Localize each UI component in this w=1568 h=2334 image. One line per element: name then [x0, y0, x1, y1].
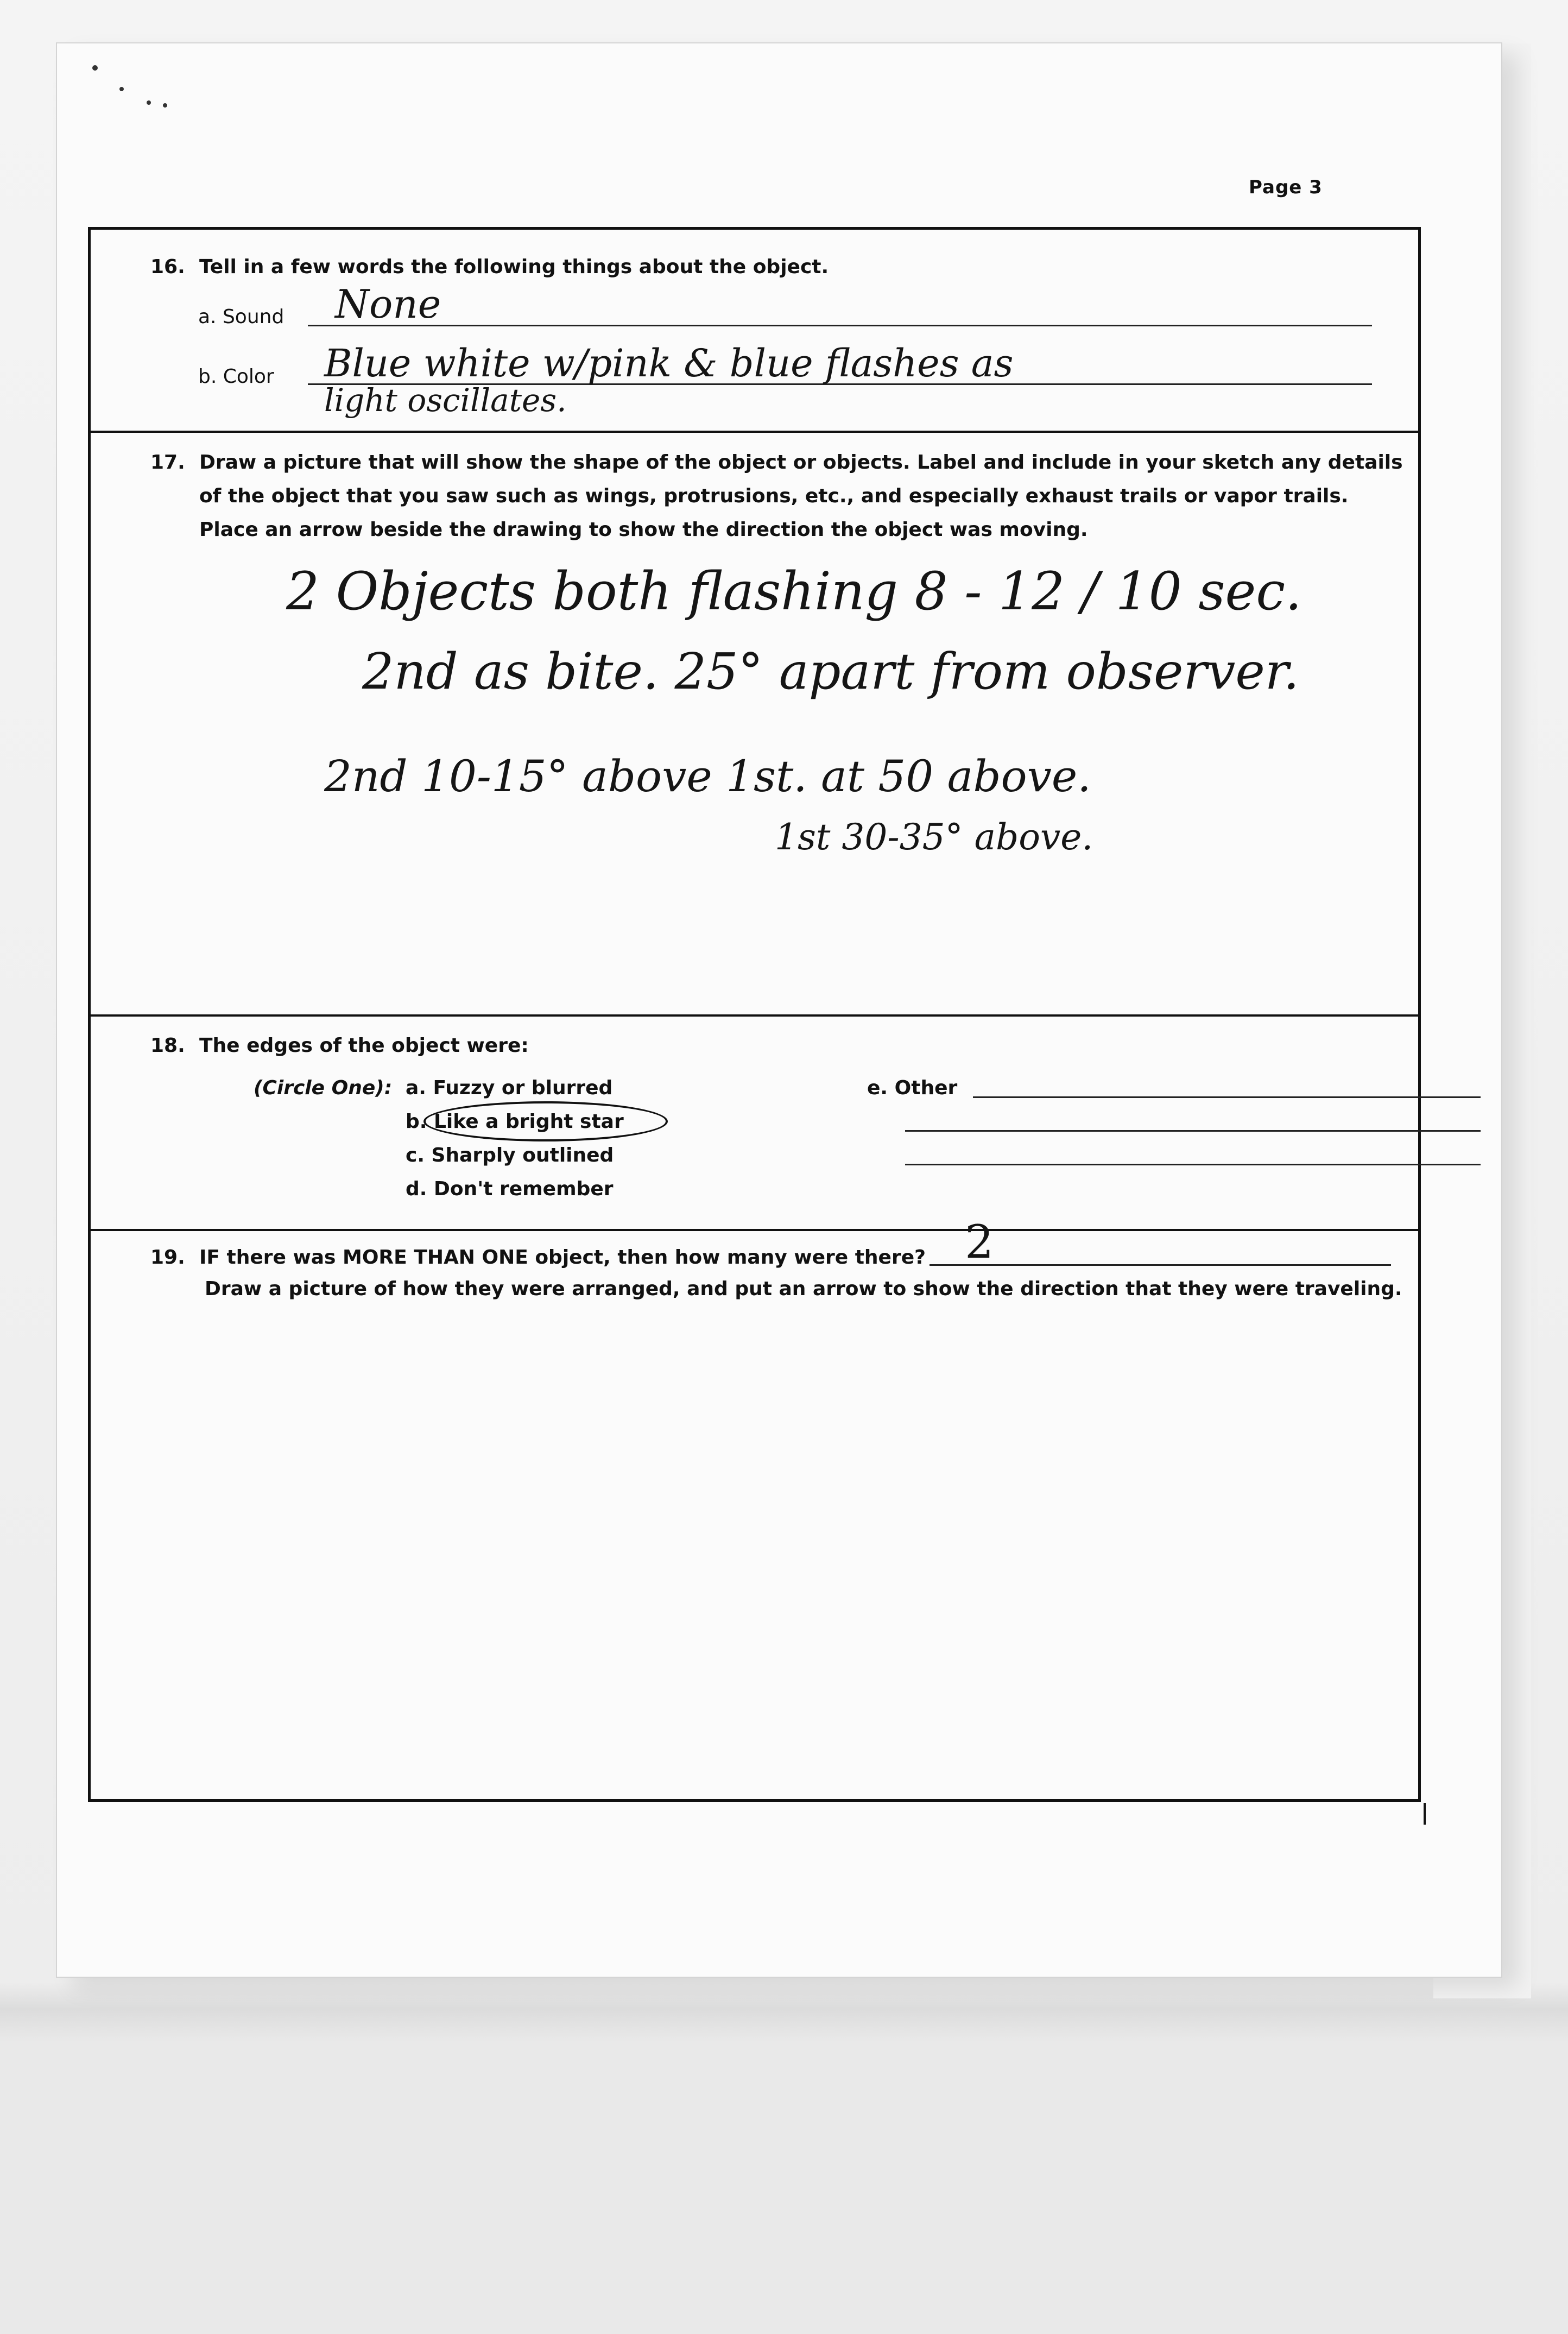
q16-color-label: b. Color — [198, 365, 274, 388]
q18-option-a: a. Fuzzy or blurred — [406, 1077, 613, 1099]
q16-prompt: Tell in a few words the following things about the object. — [199, 256, 829, 278]
section-divider — [91, 1229, 1418, 1231]
q18-option-d: d. Don't remember — [406, 1178, 614, 1200]
q18-option-e: e. Other — [867, 1077, 958, 1099]
q16-number: 16. — [150, 256, 185, 278]
q19-count-answer: 2 — [965, 1215, 994, 1269]
q17-prompt-line1: Draw a picture that will show the shape of the object or objects. Label and include in your sketch any details — [199, 451, 1403, 474]
scan-speck — [92, 65, 98, 71]
q19-prompt: IF there was MORE THAN ONE object, then how many were there? — [199, 1246, 926, 1269]
q19-prompt-line2: Draw a picture of how they were arranged, and put an arrow to show the direction that they were traveling. — [205, 1278, 1402, 1300]
q17-number: 17. — [150, 451, 185, 474]
q17-prompt-line2: of the object that you saw such as wings, protrusions, etc., and especially exhaust trails or vapor trails. — [199, 485, 1349, 507]
q16-color-answer-line1: Blue white w/pink & blue flashes as — [324, 341, 1014, 386]
q17-handwriting-line1: 2 Objects both flashing 8 - 12 / 10 sec. — [286, 561, 1302, 622]
q19-count-line — [930, 1264, 1391, 1266]
q16-sound-answer: None — [335, 281, 441, 327]
section-divider — [91, 1014, 1418, 1017]
scan-speck — [119, 87, 124, 91]
q18-circle-one: (Circle One): — [254, 1077, 393, 1099]
section-divider — [91, 431, 1418, 433]
q19-number: 19. — [150, 1246, 185, 1269]
margin-tick — [1424, 1803, 1426, 1825]
q18-other-line — [973, 1096, 1481, 1098]
q16-sound-label: a. Sound — [198, 306, 284, 328]
selected-option-circle — [423, 1101, 668, 1141]
form-box — [88, 227, 1421, 1802]
q16-sound-line — [308, 325, 1372, 326]
q18-other-line — [905, 1164, 1481, 1165]
q17-handwriting-line4: 1st 30-35° above. — [775, 816, 1093, 858]
q18-prompt: The edges of the object were: — [199, 1034, 529, 1057]
scan-speck — [147, 100, 151, 105]
q18-other-line — [905, 1130, 1481, 1132]
q17-handwriting-line3: 2nd 10-15° above 1st. at 50 above. — [324, 751, 1091, 802]
q18-number: 18. — [150, 1034, 185, 1057]
q16-color-answer-line2: light oscillates. — [324, 382, 567, 419]
q17-prompt-line3: Place an arrow beside the drawing to show the direction the object was moving. — [199, 519, 1088, 541]
q17-handwriting-line2: 2nd as bite. 25° apart from observer. — [362, 642, 1299, 701]
q18-option-b: b. Like a bright star — [406, 1111, 624, 1133]
scan-speck — [163, 103, 167, 108]
page-number: Page 3 — [1249, 176, 1323, 198]
q18-option-c: c. Sharply outlined — [406, 1144, 614, 1166]
